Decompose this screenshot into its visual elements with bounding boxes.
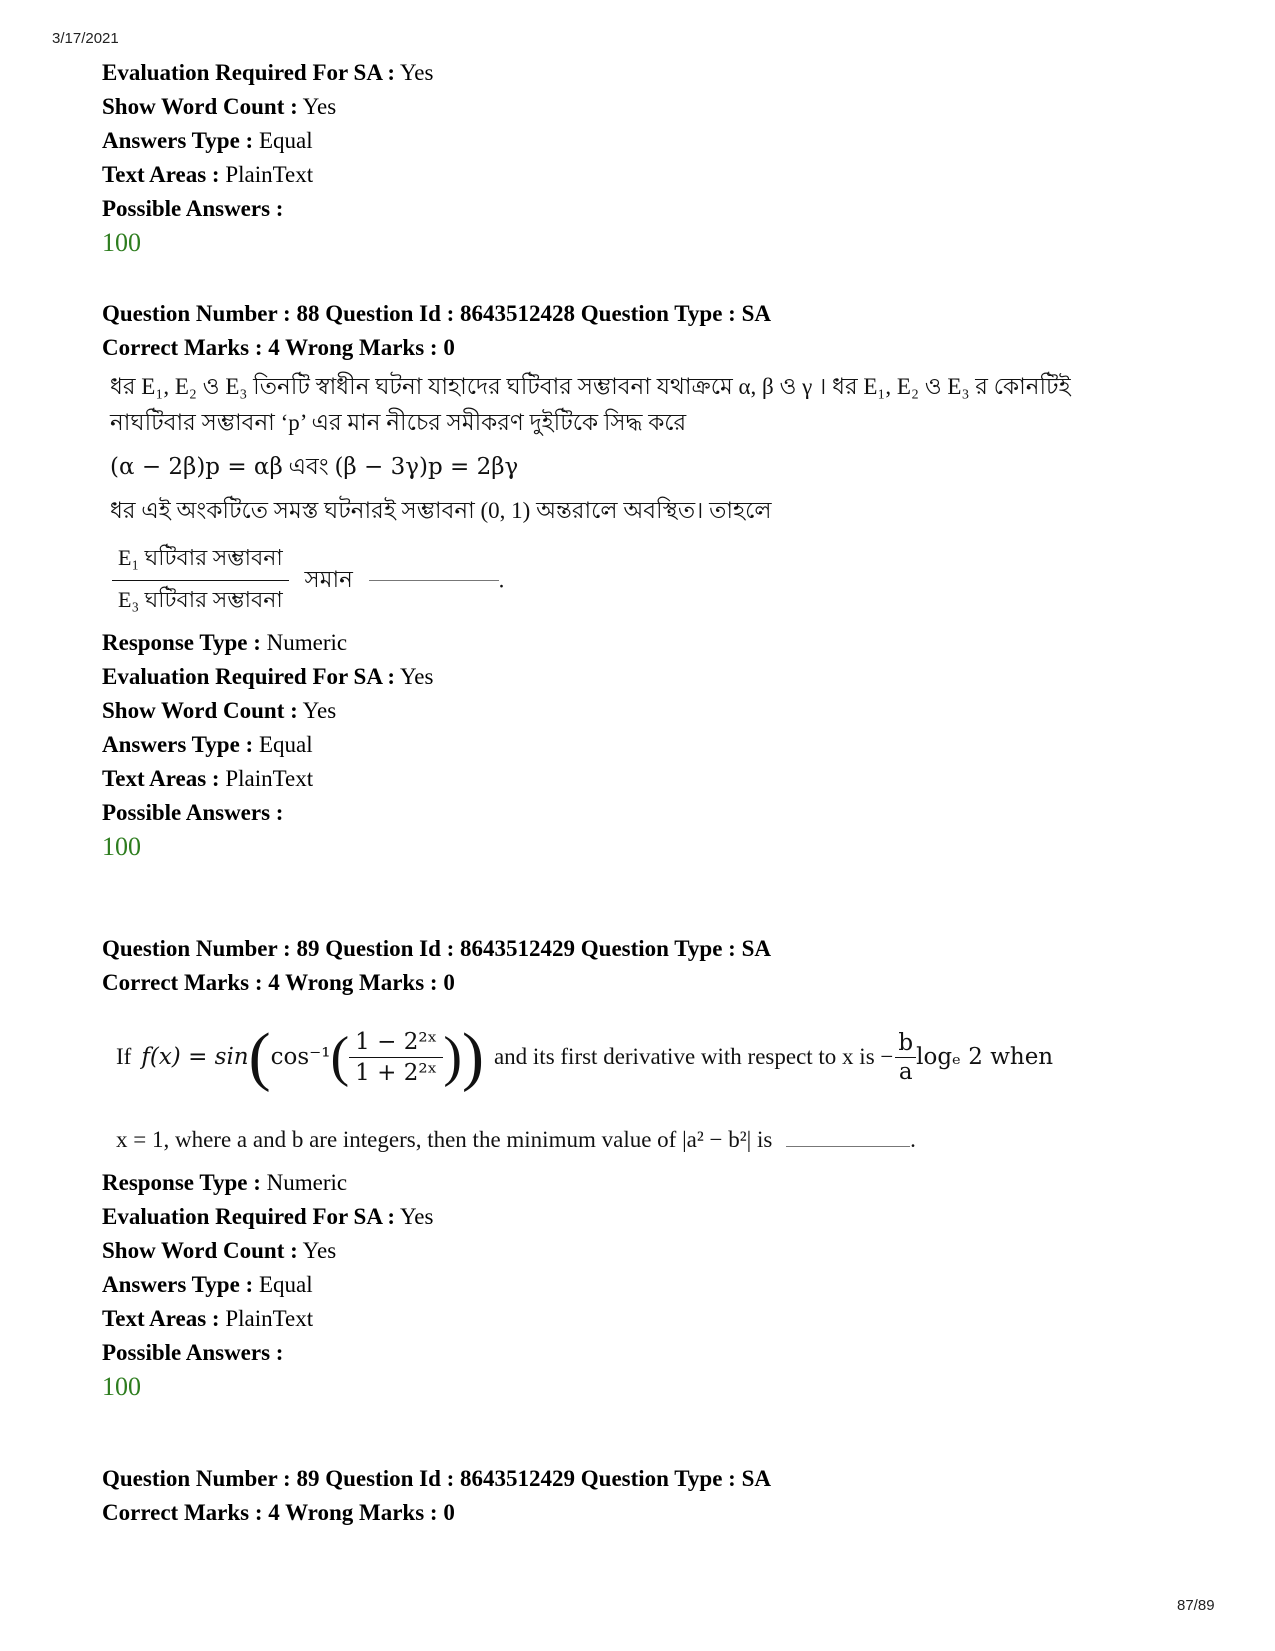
text-areas-row bbox=[102, 158, 1222, 192]
field-label: Show Word Count : bbox=[102, 94, 298, 119]
equation: (β − 3γ)p = 2βγ bbox=[334, 454, 519, 480]
show-word-count-row bbox=[102, 90, 1222, 124]
possible-answers-row bbox=[102, 796, 1222, 830]
field-value: Equal bbox=[253, 1272, 313, 1297]
text-areas-row bbox=[102, 1302, 1222, 1336]
field-value: Equal bbox=[253, 732, 313, 757]
inner-fraction bbox=[349, 1029, 443, 1086]
question-header: Question Number : 89 Question Id : 8643512429 Question Type : SA bbox=[102, 1466, 771, 1491]
b-over-a-fraction bbox=[895, 1030, 916, 1085]
function-expression: f(x) = sin bbox=[141, 1044, 249, 1070]
answers-type-row bbox=[102, 1268, 1222, 1302]
response-type-row bbox=[102, 626, 1222, 660]
field-label: Possible Answers : bbox=[102, 1340, 284, 1365]
question-header: Question Number : 89 Question Id : 8643512429 Question Type : SA bbox=[102, 936, 771, 961]
field-label: Response Type : bbox=[102, 630, 261, 655]
question-text: and its first derivative with respect to x is − bbox=[493, 1044, 894, 1069]
field-label: Evaluation Required For SA : bbox=[102, 664, 396, 689]
fraction-line: $\frac{\text{E₁ ঘটিবার সম্ভাবনা}}{\text{E₃ ঘটিবার সম্ভাবনা}}$ সমান . bbox=[102, 541, 1222, 620]
equation: (α − 2β)p = αβ bbox=[110, 454, 283, 480]
left-paren-icon: ( bbox=[330, 1026, 350, 1088]
field-value: Equal bbox=[253, 128, 313, 153]
question-marks: Correct Marks : 4 Wrong Marks : 0 bbox=[102, 335, 455, 360]
possible-answer-value: 100 bbox=[102, 228, 141, 257]
question-marks: Correct Marks : 4 Wrong Marks : 0 bbox=[102, 1500, 455, 1525]
if-word: If bbox=[116, 1044, 132, 1069]
possible-answer-value: 100 bbox=[102, 832, 141, 861]
response-type-row bbox=[102, 1166, 1222, 1200]
possible-answers-row bbox=[102, 1336, 1222, 1370]
question-header: Question Number : 88 Question Id : 8643512428 Question Type : SA bbox=[102, 301, 771, 326]
answers-type-row bbox=[102, 124, 1222, 158]
field-label: Show Word Count : bbox=[102, 698, 298, 723]
field-label: Answers Type : bbox=[102, 128, 254, 153]
field-label: Possible Answers : bbox=[102, 800, 284, 825]
question-text: x = 1, where a and b are integers, then the minimum value of |a² − b²| is bbox=[116, 1127, 773, 1152]
field-value: Yes bbox=[395, 60, 434, 85]
field-label: Possible Answers : bbox=[102, 196, 284, 221]
question-text-image bbox=[102, 1014, 1222, 1160]
show-word-count-row bbox=[102, 1234, 1222, 1268]
eval-required-row bbox=[102, 1200, 1222, 1234]
answers-type-row bbox=[102, 728, 1222, 762]
field-label: Text Areas : bbox=[102, 1306, 220, 1331]
field-value: Yes bbox=[297, 698, 337, 723]
question-text-line: ধর এই অংকটিতে সমস্ত ঘটনারই সম্ভাবনা (0, 1) অন্তরালে অবস্থিত। তাহলে bbox=[110, 498, 772, 523]
eval-required-row bbox=[102, 56, 1222, 90]
log-expression: logₑ 2 when bbox=[916, 1044, 1054, 1070]
inverse-cos: cos⁻¹ bbox=[270, 1044, 331, 1070]
field-value: Yes bbox=[395, 664, 434, 689]
fraction-numerator: E₁ ঘটিবার সম্ভাবনা bbox=[112, 541, 289, 581]
page-number: 87/89 bbox=[1177, 1597, 1215, 1614]
answer-blank bbox=[786, 1146, 910, 1147]
math-line bbox=[116, 1014, 1222, 1100]
question-89-repeat bbox=[102, 1462, 1222, 1530]
question-88 bbox=[102, 297, 1222, 864]
field-value: PlainText bbox=[219, 766, 314, 791]
fraction-numerator: b bbox=[895, 1030, 916, 1058]
probability-fraction bbox=[112, 541, 289, 620]
field-value: Numeric bbox=[260, 1170, 348, 1195]
field-value: PlainText bbox=[219, 1306, 314, 1331]
possible-answer-value: 100 bbox=[102, 1372, 141, 1401]
equation-line bbox=[102, 443, 1222, 491]
text-areas-row bbox=[102, 762, 1222, 796]
print-date: 3/17/2021 bbox=[52, 30, 119, 47]
answer-blank bbox=[369, 580, 499, 581]
question-text-image bbox=[102, 369, 1222, 620]
fraction-numerator: 1 − 2²ˣ bbox=[349, 1029, 443, 1058]
field-value: Yes bbox=[297, 94, 337, 119]
equals-word: সমান bbox=[304, 567, 353, 592]
field-label: Answers Type : bbox=[102, 1272, 254, 1297]
field-label: Evaluation Required For SA : bbox=[102, 60, 396, 85]
field-value: Yes bbox=[297, 1238, 337, 1263]
fraction-denominator: 1 + 2²ˣ bbox=[355, 1059, 438, 1086]
field-label: Text Areas : bbox=[102, 162, 220, 187]
question-text-line: x = 1, where a and b are integers, then the minimum value of |a² − b²| is . bbox=[116, 1127, 916, 1152]
question-89 bbox=[102, 932, 1222, 1404]
field-value: Numeric bbox=[260, 630, 348, 655]
show-word-count-row bbox=[102, 694, 1222, 728]
fraction-denominator: E₃ ঘটিবার সম্ভাবনা bbox=[118, 587, 283, 612]
field-label: Text Areas : bbox=[102, 766, 220, 791]
question-marks: Correct Marks : 4 Wrong Marks : 0 bbox=[102, 970, 455, 995]
possible-answers-row bbox=[102, 192, 1222, 226]
question-text-line: নাঘটিবার সম্ভাবনা ‘p’ এর মান নীচের সমীকরণ দুইটিকে সিদ্ধ করে bbox=[110, 410, 687, 435]
field-label: Response Type : bbox=[102, 1170, 261, 1195]
field-label: Evaluation Required For SA : bbox=[102, 1204, 396, 1229]
question-text-line: ধর E₁, E₂ ও E₃ তিনটি স্বাধীন ঘটনা যাহাদের ঘটিবার সম্ভাবনা যথাক্রমে α, β ও γ । ধর E₁, E₂ ও E₃ র কোনটিই bbox=[110, 374, 1071, 399]
right-paren-icon: ) bbox=[443, 1026, 462, 1088]
field-label: Answers Type : bbox=[102, 732, 254, 757]
field-value: Yes bbox=[395, 1204, 434, 1229]
right-paren-icon: ) bbox=[461, 1020, 484, 1093]
eval-required-row bbox=[102, 660, 1222, 694]
field-value: PlainText bbox=[219, 162, 314, 187]
left-paren-icon: ( bbox=[248, 1020, 271, 1093]
question-87-tail bbox=[102, 56, 1222, 260]
field-label: Show Word Count : bbox=[102, 1238, 298, 1263]
conjunction: এবং bbox=[288, 454, 329, 479]
fraction-denominator: a bbox=[898, 1058, 913, 1085]
